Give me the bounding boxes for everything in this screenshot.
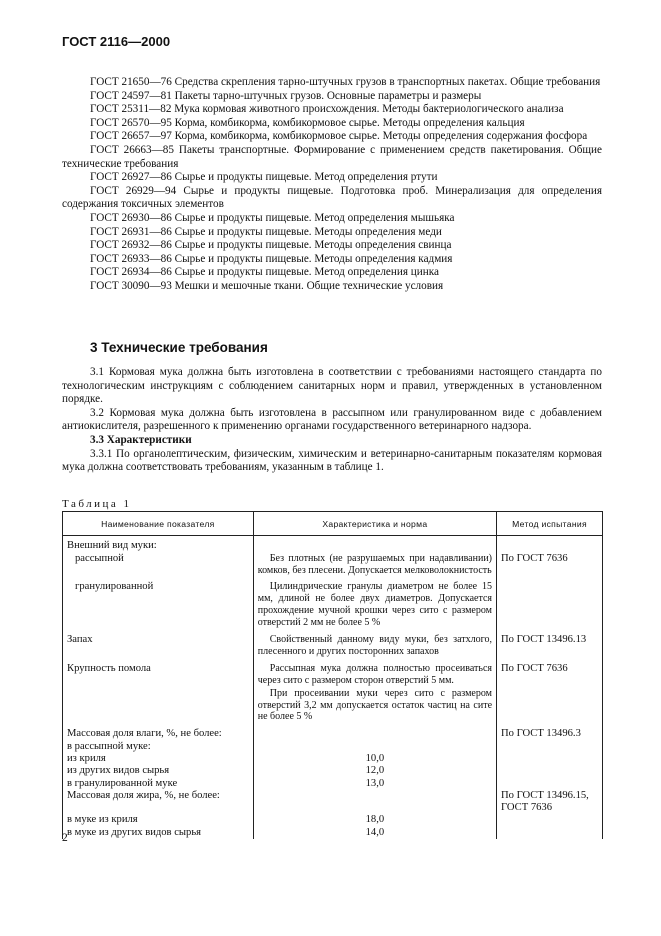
method-cell xyxy=(497,741,603,753)
section-title: 3 Технические требования xyxy=(90,340,268,355)
indicator-cell: Внешний вид муки: xyxy=(63,536,254,553)
indicator-cell: в муке из других видов сырья xyxy=(63,827,254,839)
requirements-table xyxy=(62,511,603,839)
norm-text: Рассыпная мука должна полностью просеиваться через сито с размером сторон отверстий 5 мм. xyxy=(257,662,493,686)
table-row xyxy=(63,634,603,663)
method-cell: По ГОСТ 13496.3 xyxy=(497,728,603,740)
table-row xyxy=(63,778,603,790)
indicator-cell: рассыпной xyxy=(63,553,254,582)
norm-cell xyxy=(253,536,496,553)
column-header-norm: Характеристика и норма xyxy=(253,512,496,536)
table-row xyxy=(63,790,603,815)
indicator-cell: из других видов сырья xyxy=(63,765,254,777)
norm-cell xyxy=(253,790,496,815)
norm-cell xyxy=(253,553,496,582)
indicator-cell: Массовая доля влаги, %, не более: xyxy=(63,728,254,740)
norm-text: Цилиндрические гранулы диаметром не более 15 мм, длиной не более двух диаметров. Допускается прохождение мучной крошки через сито с размером отверстий 2 мм не более 5 % xyxy=(257,581,493,629)
indicator-cell: в рассыпной муке: xyxy=(63,741,254,753)
table-row xyxy=(63,741,603,753)
reference-item: ГОСТ 26570—95 Корма, комбикорма, комбикормовое сырье. Методы определения кальция xyxy=(90,116,525,129)
table-row xyxy=(63,753,603,765)
norm-value: 10,0 xyxy=(253,753,496,765)
indicator-cell: Крупность помола xyxy=(63,663,254,729)
column-header-indicator: Наименование показателя xyxy=(63,512,254,536)
table-row xyxy=(63,827,603,839)
reference-item: ГОСТ 24597—81 Пакеты тарно-штучных грузов. Основные параметры и размеры xyxy=(90,89,482,102)
indicator-cell: в гранулированной муке xyxy=(63,778,254,790)
indicator-cell: Запах xyxy=(63,634,254,663)
norm-value: 12,0 xyxy=(253,765,496,777)
indicator-cell: из криля xyxy=(63,753,254,765)
table-row xyxy=(63,765,603,777)
subsection-heading: 3.3 Характеристики xyxy=(90,433,192,446)
indicator-cell: гранулированной xyxy=(63,581,254,634)
norm-value: 14,0 xyxy=(253,827,496,839)
reference-item: ГОСТ 26930—86 Сырье и продукты пищевые. Метод определения мышьяка xyxy=(90,211,455,224)
norm-cell xyxy=(253,634,496,663)
norm-text: При просеивании муки через сито с размером отверстий 3,2 мм допускается остаток частиц на сите не более 5 % xyxy=(257,687,493,723)
method-cell: По ГОСТ 13496.15, ГОСТ 7636 xyxy=(497,790,603,815)
reference-item: ГОСТ 25311—82 Мука кормовая животного происхождения. Методы бактериологического анализа xyxy=(90,103,564,116)
method-cell xyxy=(497,814,603,826)
method-cell xyxy=(497,753,603,765)
table-header-row xyxy=(63,512,603,536)
reference-item: ГОСТ 30090—93 Мешки и мешочные ткани. Общие технические условия xyxy=(90,279,444,292)
indicator-cell: Массовая доля жира, %, не более: xyxy=(63,790,254,815)
norm-text: Свойственный данному виду муки, без затхлого, плесенного и других посторонних запахов xyxy=(257,634,493,657)
norm-text: Без плотных (не разрушаемых при надавливании) комков, без плесени. Допускается мелковолокнистость xyxy=(257,552,493,576)
section-body xyxy=(62,366,602,475)
reference-item: ГОСТ 26931—86 Сырье и продукты пищевые. Методы определения меди xyxy=(90,225,442,238)
reference-item: ГОСТ 26929—94 Сырье и продукты пищевые. Подготовка проб. Минерализация для определения содержания токсичных элементов xyxy=(62,184,602,211)
method-cell: По ГОСТ 7636 xyxy=(497,553,603,582)
page-number: 2 xyxy=(62,832,68,844)
method-cell xyxy=(497,536,603,553)
document-id-header: ГОСТ 2116—2000 xyxy=(62,34,171,49)
norm-cell xyxy=(253,663,496,729)
reference-item: ГОСТ 21650—76 Средства скрепления тарно-штучных грузов в транспортных пакетах. Общие требования xyxy=(90,76,601,88)
norm-cell xyxy=(253,581,496,634)
method-cell: По ГОСТ 7636 xyxy=(497,663,603,729)
indicator-cell: в муке из криля xyxy=(63,814,254,826)
norm-cell xyxy=(253,728,496,740)
reference-item: ГОСТ 26663—85 Пакеты транспортные. Формирование с применением средств пакетирования. Общие технические требования xyxy=(62,143,602,170)
paragraph-3-2: 3.2 Кормовая мука должна быть изготовлена в рассыпном или гранулированном виде с добавлением антиокислителя, разрешенного к применению органами государственного ветеринарного надзора. xyxy=(62,406,602,433)
paragraph-3-1: 3.1 Кормовая мука должна быть изготовлена в соответствии с требованиями настоящего стандарта по технологическим инструкциям с соблюдением санитарных норм и правил, утвержденных в установленном порядке. xyxy=(62,366,602,406)
reference-item: ГОСТ 26934—86 Сырье и продукты пищевые. Метод определения цинка xyxy=(90,266,439,279)
table-row xyxy=(63,728,603,740)
norm-cell xyxy=(253,741,496,753)
paragraph-3-3-1: 3.3.1 По органолептическим, физическим, химическим и ветеринарно-санитарным показателям кормовая мука должна соответствовать требованиям, указанным в таблице 1. xyxy=(62,447,602,474)
method-cell: По ГОСТ 13496.13 xyxy=(497,634,603,663)
method-cell xyxy=(497,778,603,790)
normative-references-list xyxy=(62,76,602,294)
reference-item: ГОСТ 26932—86 Сырье и продукты пищевые. Методы определения свинца xyxy=(90,239,452,252)
norm-value: 13,0 xyxy=(253,778,496,790)
method-cell xyxy=(497,765,603,777)
method-cell xyxy=(497,581,603,634)
reference-item: ГОСТ 26927—86 Сырье и продукты пищевые. Метод определения ртути xyxy=(90,171,438,184)
table-caption: Таблица 1 xyxy=(62,498,132,510)
reference-item: ГОСТ 26933—86 Сырье и продукты пищевые. Методы определения кадмия xyxy=(90,252,453,265)
table-row xyxy=(63,536,603,553)
norm-value: 18,0 xyxy=(253,814,496,826)
table-row xyxy=(63,581,603,634)
method-cell xyxy=(497,827,603,839)
table-row xyxy=(63,814,603,826)
table-row xyxy=(63,663,603,729)
column-header-method: Метод испытания xyxy=(497,512,603,536)
reference-item: ГОСТ 26657—97 Корма, комбикорма, комбикормовое сырье. Методы определения содержания фосфора xyxy=(90,130,588,143)
table-row xyxy=(63,553,603,582)
